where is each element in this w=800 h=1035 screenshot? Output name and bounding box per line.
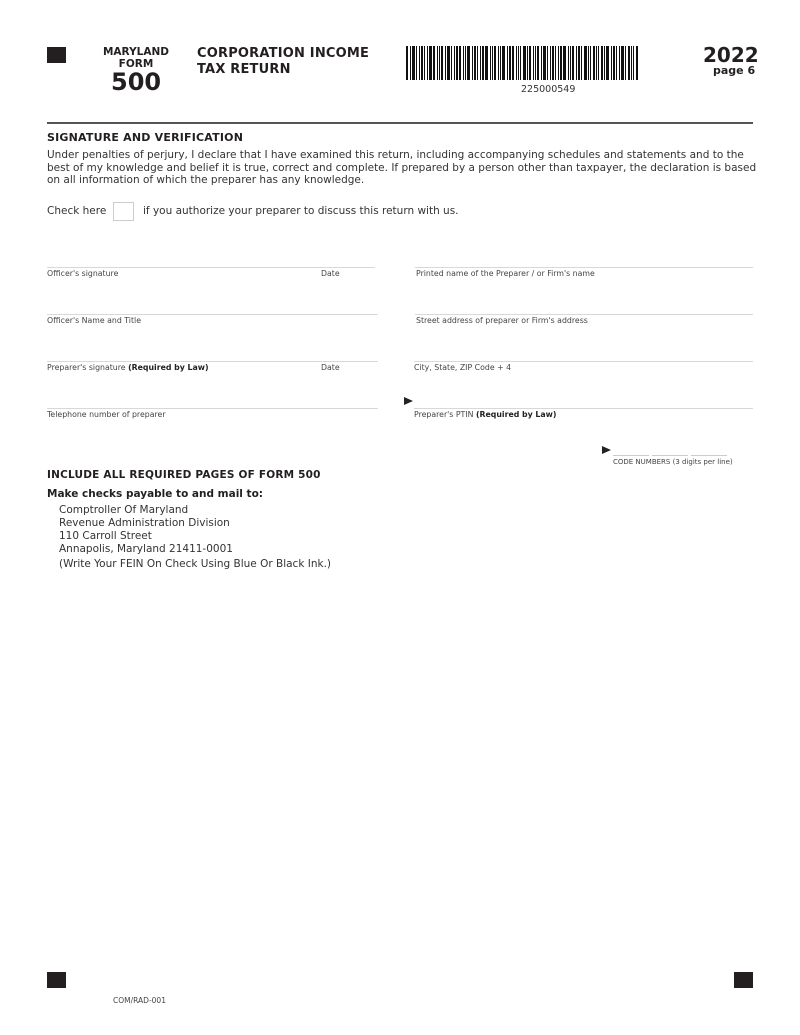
barcode-bar — [606, 46, 609, 80]
barcode-bar — [584, 46, 587, 80]
barcode-bar — [467, 46, 470, 80]
barcode-bar — [472, 46, 473, 80]
barcode-bar — [568, 46, 569, 80]
barcode — [406, 46, 639, 80]
registration-mark-bottom-right — [734, 972, 753, 988]
ptin-label — [414, 410, 556, 419]
city-state-zip-field[interactable] — [414, 361, 753, 362]
barcode-bar — [636, 46, 638, 80]
tax-year: 2022 — [703, 43, 759, 67]
officer-date-label: Date — [321, 269, 340, 278]
ink-note: (Write Your FEIN On Check Using Blue Or Black Ink.) — [59, 558, 332, 570]
barcode-bar — [529, 46, 531, 80]
code-number-field-2[interactable] — [652, 455, 688, 456]
form-title-line-1: CORPORATION INCOME — [197, 46, 370, 61]
include-pages-notice: INCLUDE ALL REQUIRED PAGES OF FORM 500 — [47, 469, 321, 481]
registration-mark-bottom-left — [47, 972, 66, 988]
barcode-bar — [601, 46, 603, 80]
arrow-pointer-icon — [602, 446, 611, 454]
preparer-signature-label — [47, 363, 209, 372]
preparer-signature-field[interactable] — [47, 361, 378, 362]
barcode-bar — [537, 46, 539, 80]
barcode-bar — [498, 46, 499, 80]
barcode-bar — [459, 46, 461, 80]
ptin-text: Preparer's PTIN — [414, 410, 474, 419]
officer-signature-label: Officer's signature — [47, 269, 119, 278]
barcode-bar — [447, 46, 450, 80]
barcode-bar — [581, 46, 582, 80]
barcode-bar — [527, 46, 528, 80]
barcode-bar — [509, 46, 511, 80]
barcode-bars — [406, 46, 639, 80]
barcode-bar — [533, 46, 534, 80]
barcode-bar — [480, 46, 481, 80]
barcode-bar — [492, 46, 493, 80]
barcode-bar — [421, 46, 423, 80]
barcode-bar — [590, 46, 591, 80]
code-number-field-1[interactable] — [613, 455, 649, 456]
barcode-bar — [535, 46, 536, 80]
barcode-bar — [406, 46, 408, 80]
barcode-bar — [433, 46, 435, 80]
barcode-bar — [631, 46, 632, 80]
code-numbers-label: CODE NUMBERS (3 digits per line) — [613, 458, 733, 466]
barcode-bar — [500, 46, 501, 80]
barcode-bar — [547, 46, 548, 80]
authorize-preparer-label: if you authorize your preparer to discuss this return with us. — [143, 205, 459, 217]
officer-name-title-label: Officer's Name and Title — [47, 316, 141, 325]
barcode-bar — [465, 46, 466, 80]
barcode-bar — [543, 46, 546, 80]
form-number: 500 — [111, 68, 162, 96]
barcode-bar — [451, 46, 452, 80]
barcode-bar — [633, 46, 634, 80]
printed-name-label: Printed name of the Preparer / or Firm's name — [416, 269, 595, 278]
form-title — [197, 46, 369, 78]
barcode-bar — [576, 46, 577, 80]
barcode-bar — [439, 46, 440, 80]
barcode-bar — [621, 46, 624, 80]
barcode-bar — [611, 46, 612, 80]
barcode-bar — [456, 46, 458, 80]
barcode-bar — [427, 46, 428, 80]
address-line: Revenue Administration Division — [59, 517, 230, 529]
barcode-bar — [555, 46, 556, 80]
barcode-bar — [613, 46, 615, 80]
barcode-bar — [490, 46, 491, 80]
barcode-bar — [437, 46, 438, 80]
street-address-field[interactable] — [415, 314, 753, 315]
barcode-bar — [477, 46, 478, 80]
barcode-bar — [474, 46, 476, 80]
barcode-bar — [454, 46, 455, 80]
barcode-bar — [485, 46, 488, 80]
barcode-bar — [560, 46, 562, 80]
barcode-bar — [578, 46, 580, 80]
form-identifier — [96, 46, 176, 70]
barcode-bar — [563, 46, 566, 80]
address-line: 110 Carroll Street — [59, 530, 152, 542]
barcode-bar — [628, 46, 630, 80]
arrow-pointer-icon — [404, 397, 413, 405]
barcode-bar — [507, 46, 508, 80]
barcode-bar — [550, 46, 551, 80]
ptin-required-note: (Required by Law) — [475, 410, 557, 419]
ptin-field[interactable] — [414, 408, 753, 409]
barcode-bar — [520, 46, 521, 80]
barcode-number: 225000549 — [521, 84, 576, 95]
barcode-bar — [596, 46, 597, 80]
barcode-bar — [445, 46, 446, 80]
barcode-bar — [570, 46, 571, 80]
barcode-bar — [523, 46, 526, 80]
officer-name-title-field[interactable] — [47, 314, 378, 315]
declaration-text: Under penalties of perjury, I declare that I have examined this return, including accompanying schedules and statements and to the best of my knowledge and belief it is true, correct and complete. If prepared by a person other than taxpayer, the declaration is based on all information of which the preparer has any knowledge. — [47, 149, 757, 186]
street-address-label: Street address of preparer or Firm's address — [416, 316, 588, 325]
authorize-preparer-checkbox[interactable] — [113, 202, 134, 221]
telephone-field[interactable] — [47, 408, 378, 409]
form-code: COM/RAD-001 — [113, 996, 166, 1005]
payable-heading: Make checks payable to and mail to: — [47, 488, 263, 500]
form-title-line-2: TAX RETURN — [197, 62, 291, 77]
page-number: page 6 — [713, 64, 756, 77]
barcode-bar — [588, 46, 589, 80]
required-by-law-note: (Required by Law) — [128, 363, 209, 372]
mailing-address — [59, 504, 331, 571]
telephone-label: Telephone number of preparer — [47, 410, 166, 419]
preparer-signature-text: Preparer's signature — [47, 363, 126, 372]
barcode-bar — [558, 46, 559, 80]
barcode-bar — [541, 46, 542, 80]
barcode-bar — [512, 46, 514, 80]
barcode-bar — [516, 46, 517, 80]
section-title: SIGNATURE AND VERIFICATION — [47, 131, 244, 144]
barcode-bar — [502, 46, 505, 80]
state-label: MARYLAND — [102, 46, 169, 58]
check-here-label: Check here — [47, 205, 107, 217]
barcode-bar — [412, 46, 415, 80]
barcode-bar — [410, 46, 411, 80]
address-line: Comptroller Of Maryland — [59, 504, 189, 516]
barcode-bar — [572, 46, 574, 80]
code-number-field-3[interactable] — [691, 455, 727, 456]
preparer-date-label: Date — [321, 363, 340, 372]
barcode-bar — [463, 46, 464, 80]
barcode-bar — [625, 46, 626, 80]
barcode-bar — [604, 46, 605, 80]
address-line: Annapolis, Maryland 21411-0001 — [59, 543, 233, 555]
header-divider — [47, 122, 753, 124]
barcode-bar — [518, 46, 519, 80]
city-state-zip-label: City, State, ZIP Code + 4 — [414, 363, 512, 372]
barcode-bar — [619, 46, 620, 80]
barcode-bar — [482, 46, 484, 80]
registration-mark-top-left — [47, 47, 66, 63]
barcode-bar — [598, 46, 599, 80]
barcode-bar — [494, 46, 496, 80]
barcode-bar — [593, 46, 595, 80]
barcode-bar — [419, 46, 420, 80]
form-label: FORM — [118, 58, 154, 70]
barcode-bar — [441, 46, 443, 80]
barcode-bar — [616, 46, 617, 80]
barcode-bar — [424, 46, 425, 80]
barcode-bar — [552, 46, 554, 80]
officer-signature-field[interactable] — [47, 267, 375, 268]
printed-name-field[interactable] — [415, 267, 753, 268]
barcode-bar — [429, 46, 432, 80]
barcode-bar — [416, 46, 417, 80]
